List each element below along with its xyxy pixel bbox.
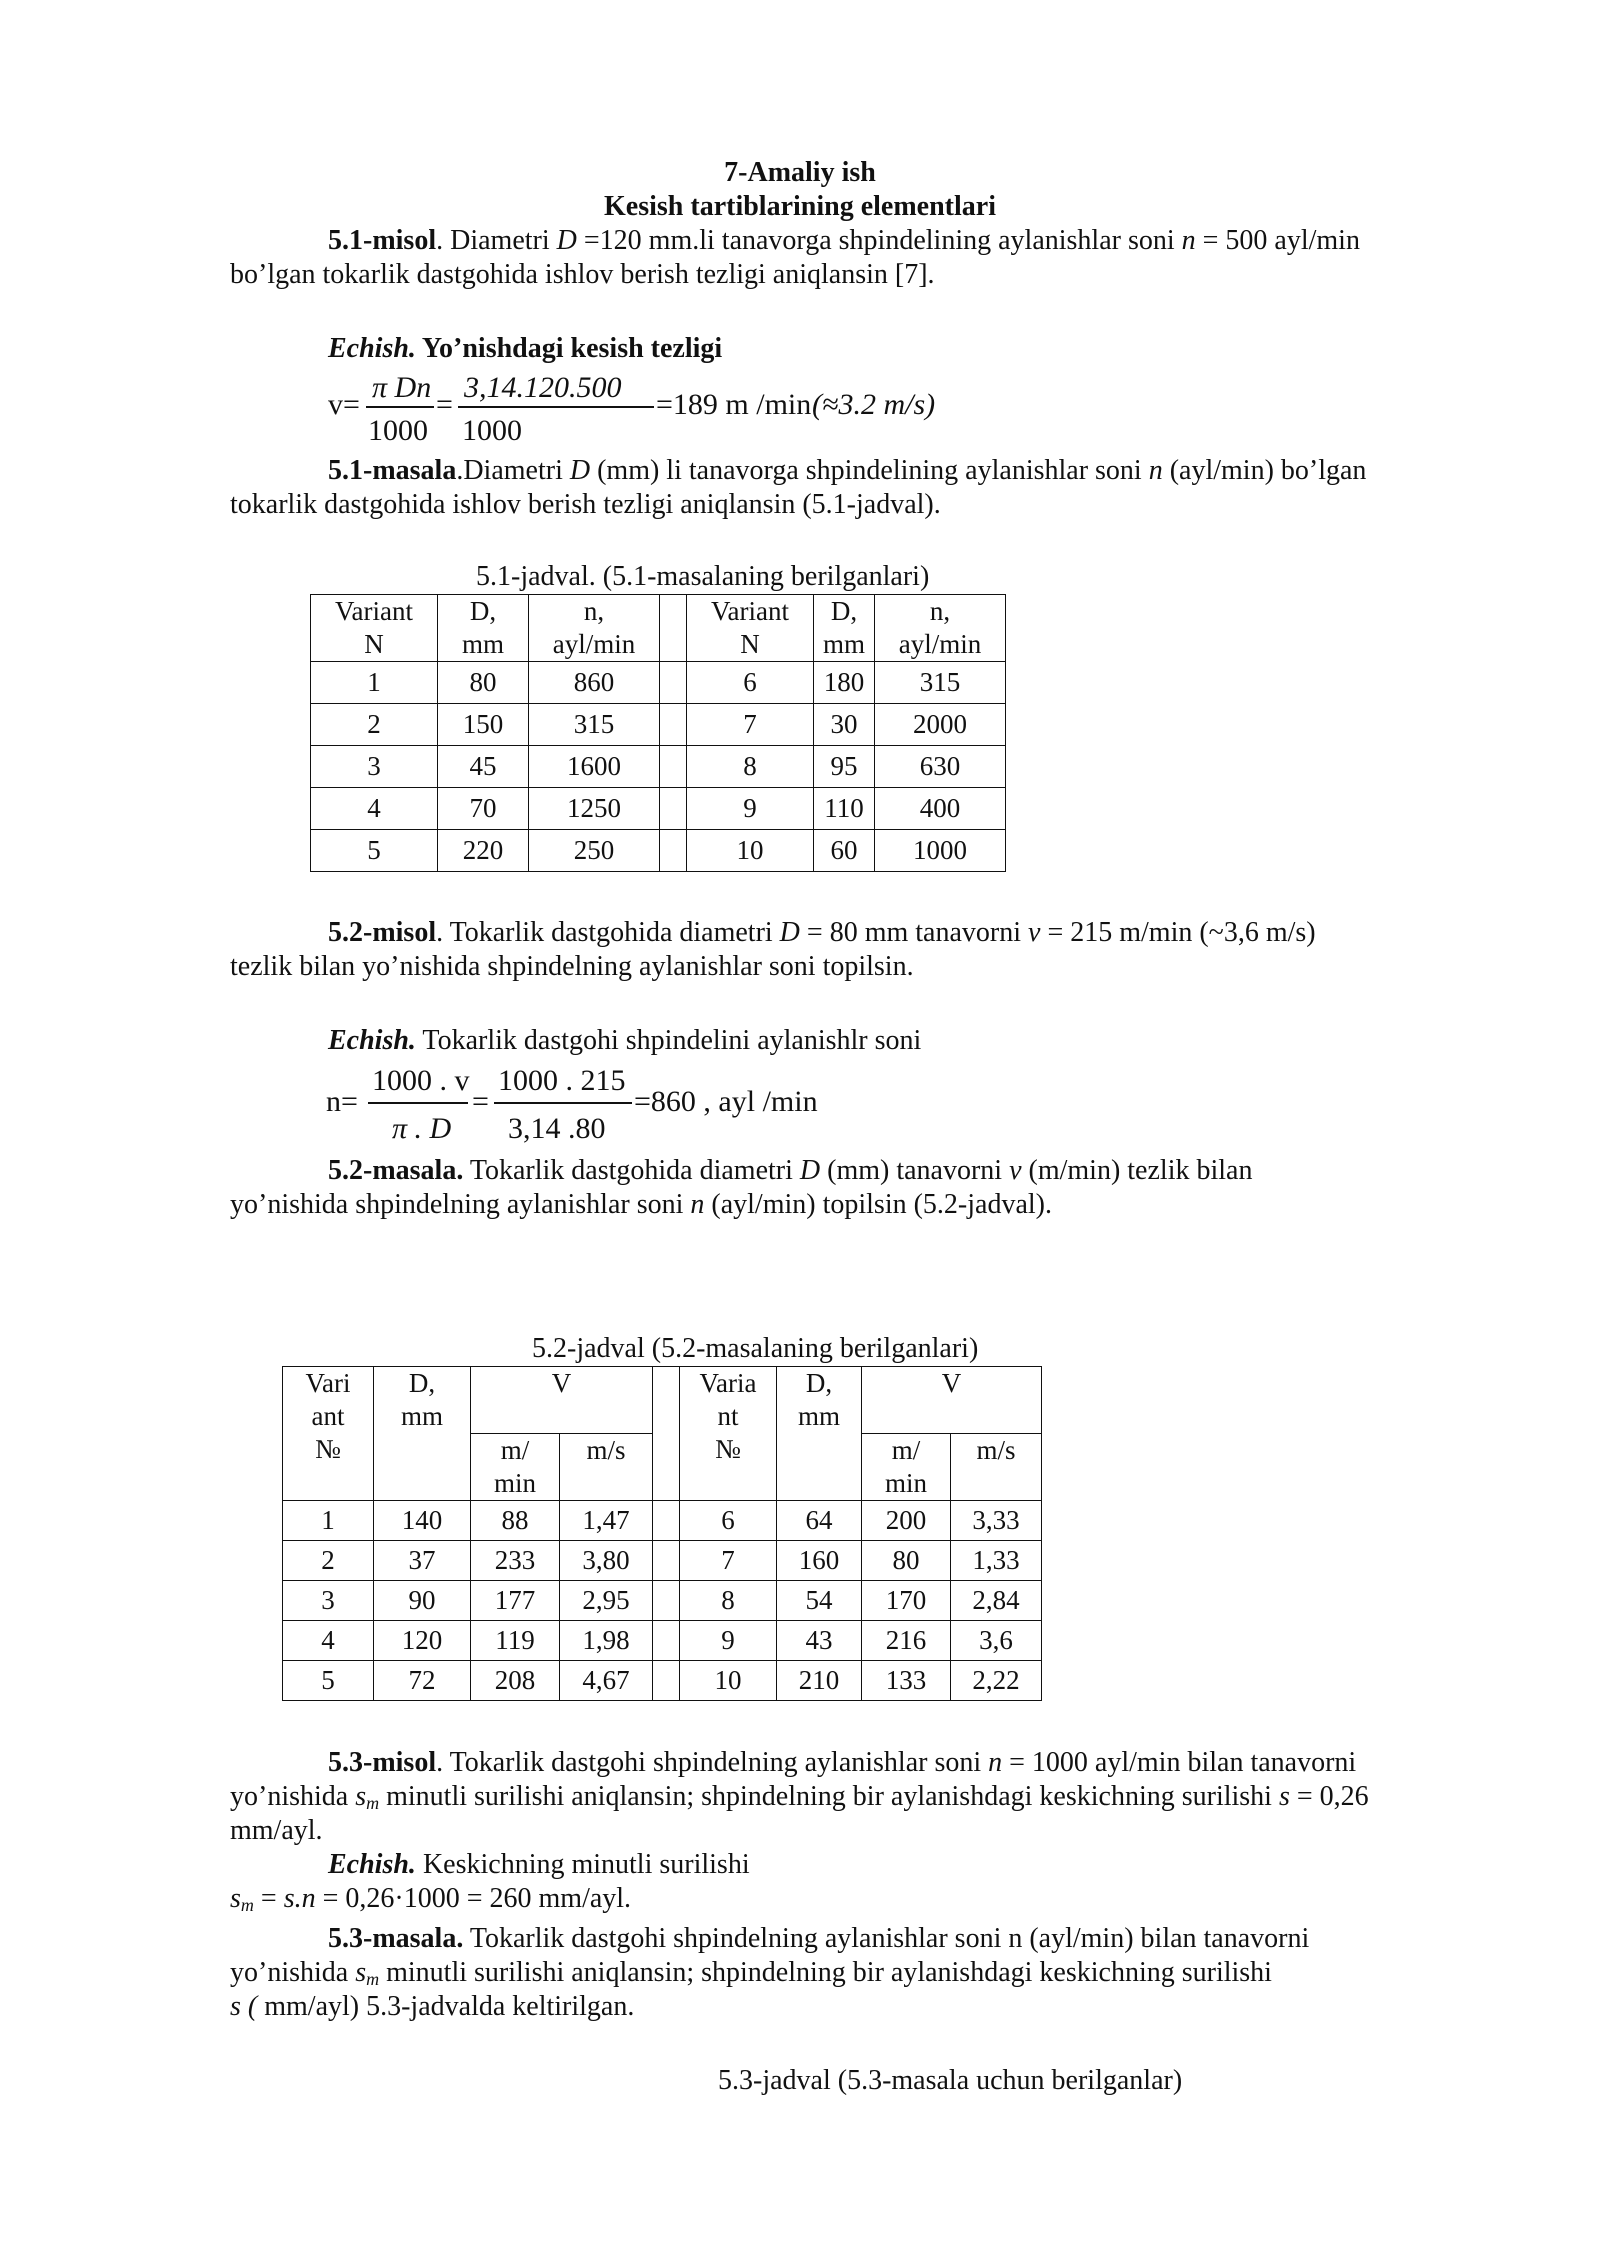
- header-d: D, mm: [814, 595, 875, 662]
- table-row: 4 120 119 1,98 9 43 216 3,6: [283, 1621, 1042, 1661]
- example-5-1-line2: bo’lgan tokarlik dastgohida ishlov berish tezligi aniqlansin [7].: [230, 259, 935, 290]
- table-row: 3 90 177 2,95 8 54 170 2,84: [283, 1581, 1042, 1621]
- header-m-s: m/s: [951, 1434, 1042, 1501]
- example-5-2-solution-heading: Echish. Tokarlik dastgohi shpindelini aylanishlr soni: [328, 1025, 922, 1056]
- example-5-3-solution-heading: Echish. Keskichning minutli surilishi: [328, 1849, 750, 1880]
- header-m-min: m/ min: [471, 1434, 560, 1501]
- task-5-2-line2: yo’nishida shpindelning aylanishlar soni n (ayl/min) topilsin (5.2-jadval).: [230, 1189, 1052, 1220]
- example-5-1-solution-heading: Echish. Yo’nishdagi kesish tezligi: [328, 333, 723, 364]
- table-5-3-caption: 5.3-jadval (5.3-masala uchun berilganlar): [718, 2065, 1183, 2096]
- header-n: n, ayl/min: [875, 595, 1006, 662]
- page-subtitle: Kesish tartiblarining elementlari: [604, 191, 996, 222]
- table-header-row: [311, 595, 1006, 662]
- header-variant: Varia nt №: [680, 1367, 777, 1501]
- header-d: D, mm: [374, 1367, 471, 1501]
- table-row: 2 150 315 7 30 2000: [311, 704, 1006, 746]
- example-5-1-line1: 5.1-misol. Diametri D =120 mm.li tanavorga shpindelining aylanishlar soni n = 500 ayl/min: [328, 225, 1360, 256]
- example-5-2-line2: tezlik bilan yo’nishida shpindelning aylanishlar soni topilsin.: [230, 951, 914, 982]
- table-gap: [660, 595, 687, 662]
- header-v: V: [862, 1367, 1042, 1434]
- table-row: 5 72 208 4,67 10 210 133 2,22: [283, 1661, 1042, 1701]
- example-5-2-line1: 5.2-misol. Tokarlik dastgohida diametri D = 80 mm tanavorni v = 215 m/min (~3,6 m/s): [328, 917, 1316, 948]
- table-row: 3 45 1600 8 95 630: [311, 746, 1006, 788]
- table-row: 5 220 250 10 60 1000: [311, 830, 1006, 872]
- header-variant: Variant N: [311, 595, 438, 662]
- table-5-1: [310, 594, 1006, 872]
- task-5-1-line1: 5.1-masala.Diametri D (mm) li tanavorga shpindelining aylanishlar soni n (ayl/min) bo’lgan: [328, 455, 1367, 486]
- table-header-row: [283, 1367, 1042, 1434]
- header-variant: Variant N: [687, 595, 814, 662]
- header-m-s: m/s: [560, 1434, 653, 1501]
- example-5-3-line3: mm/ayl.: [230, 1815, 323, 1846]
- table-5-2-caption: 5.2-jadval (5.2-masalaning berilganlari): [532, 1333, 979, 1364]
- table-5-2: [282, 1366, 1042, 1701]
- table-row: 1 140 88 1,47 6 64 200 3,33: [283, 1501, 1042, 1541]
- table-row: 1 80 860 6 180 315: [311, 662, 1006, 704]
- table-row: 2 37 233 3,80 7 160 80 1,33: [283, 1541, 1042, 1581]
- table-gap: [653, 1367, 680, 1501]
- header-d: D, mm: [438, 595, 529, 662]
- header-m-min: m/ min: [862, 1434, 951, 1501]
- header-d: D, mm: [777, 1367, 862, 1501]
- formula-minute-feed: $s_m = s.n = 0,26\cdot 1000 = 260$ mm/ayl.: [230, 1883, 632, 1915]
- task-5-1-line2: tokarlik dastgohida ishlov berish tezligi aniqlansin (5.1-jadval).: [230, 489, 941, 520]
- page-title: 7-Amaliy ish: [724, 157, 876, 188]
- header-variant: Vari ant №: [283, 1367, 374, 1501]
- task-5-3-line3: s ( mm/ayl) 5.3-jadvalda keltirilgan.: [230, 1991, 635, 2022]
- header-v: V: [471, 1367, 653, 1434]
- task-5-2-line1: 5.2-masala. Tokarlik dastgohida diametri D (mm) tanavorni v (m/min) tezlik bilan: [328, 1155, 1253, 1186]
- task-5-3-line1: 5.3-masala. Tokarlik dastgohi shpindelning aylanishlar soni n (ayl/min) bilan tanavorni: [328, 1923, 1310, 1954]
- table-row: 4 70 1250 9 110 400: [311, 788, 1006, 830]
- example-5-3-line2: yo’nishida $s_m$ minutli surilishi aniqlansin; shpindelning bir aylanishdagi keskichning surilishi s = 0,26: [230, 1781, 1369, 1813]
- task-5-3-line2: yo’nishida $s_m$ minutli surilishi aniqlansin; shpindelning bir aylanishdagi keskichning surilishi: [230, 1957, 1272, 1989]
- example-5-3-line1: 5.3-misol. Tokarlik dastgohi shpindelning aylanishlar soni n = 1000 ayl/min bilan tanavorni: [328, 1747, 1357, 1778]
- header-n: n, ayl/min: [529, 595, 660, 662]
- table-5-1-caption: 5.1-jadval. (5.1-masalaning berilganlari): [476, 561, 930, 592]
